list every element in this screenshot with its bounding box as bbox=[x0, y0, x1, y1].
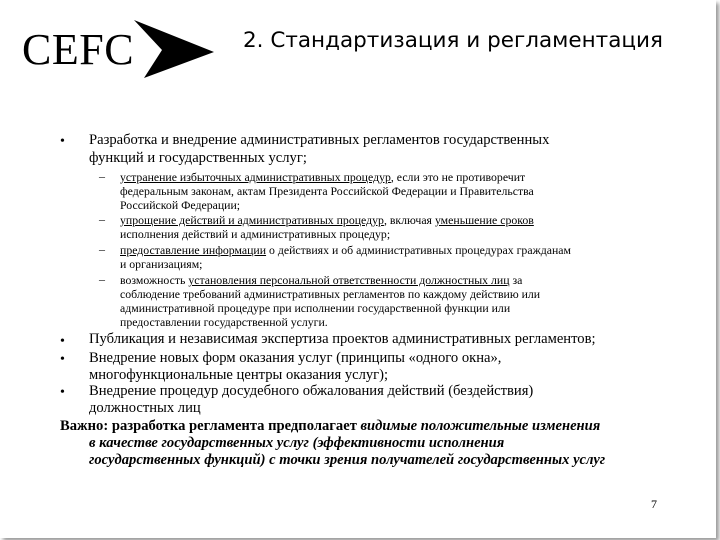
sub2-line2: исполнения действий и административных процедур; bbox=[120, 227, 391, 241]
sub4-line1 bbox=[120, 273, 522, 288]
sub1-line2: федеральным законам, актам Президента Российской Федерации и Правительства bbox=[120, 184, 534, 198]
important-label: Важно: bbox=[60, 418, 109, 434]
sub4-line1-rest: за bbox=[509, 273, 523, 287]
bullet: • bbox=[60, 385, 65, 400]
sub4-line4: предоставлении государственной услуги. bbox=[120, 315, 328, 329]
dash: – bbox=[99, 242, 105, 256]
sub3-line2: и организациям; bbox=[120, 257, 203, 271]
bullet: • bbox=[60, 134, 65, 149]
important-italic-3: государственных функций) с точки зрения получателей государственных услуг bbox=[89, 452, 606, 468]
bullet: • bbox=[60, 334, 65, 349]
sub4-line3: административной процедуре при исполнении государственной функции или bbox=[120, 301, 511, 315]
sub1-line1 bbox=[120, 170, 525, 185]
item4-line2: должностных лиц bbox=[89, 400, 201, 416]
sub4-line1-pre: возможность bbox=[120, 273, 189, 287]
sub3-line1 bbox=[120, 243, 571, 258]
sub1-line3: Российской Федерации; bbox=[120, 198, 241, 212]
item3-line1: Внедрение новых форм оказания услуг (принципы «одного окна», bbox=[89, 350, 502, 366]
item1-line2: функций и государственных услуг; bbox=[89, 150, 307, 166]
item2-line1: Публикация и независимая экспертиза проектов административных регламентов; bbox=[89, 331, 596, 347]
sub2-underlined-2: уменьшение сроков bbox=[434, 213, 534, 227]
sub4-line2: соблюдение требований административных регламентов по каждому действию или bbox=[120, 287, 541, 301]
important-line1 bbox=[60, 418, 600, 435]
dash: – bbox=[99, 272, 105, 286]
important-bold-text: разработка регламента предполагает bbox=[108, 418, 361, 434]
bullet: • bbox=[60, 352, 65, 367]
arrow-icon bbox=[132, 18, 217, 80]
page-number: 7 bbox=[651, 497, 657, 511]
sub4-underlined: установления персональной ответственности должностных лиц bbox=[188, 273, 510, 287]
cefc-logo bbox=[22, 18, 202, 88]
important-italic-2: в качестве государственных услуг (эффективности исполнения bbox=[89, 435, 505, 451]
dash: – bbox=[99, 212, 105, 226]
page-title: 2. Стандартизация и регламентация bbox=[243, 28, 663, 53]
dash: – bbox=[99, 169, 105, 183]
sub1-line1-rest: , если это не противоречит bbox=[390, 170, 526, 184]
sub2-underlined-1: упрощение действий и административных процедур bbox=[120, 213, 384, 227]
sub2-line1 bbox=[120, 213, 534, 228]
item3-line2: многофункциональные центры оказания услуг); bbox=[89, 367, 389, 383]
important-italic-1: видимые положительные изменения bbox=[360, 418, 601, 434]
logo-text: CEFC bbox=[22, 25, 135, 74]
sub3-line1-rest: о действиях и об административных процедурах гражданам bbox=[266, 243, 571, 257]
item4-line1: Внедрение процедур досудебного обжалования действий (бездействия) bbox=[89, 383, 534, 399]
sub2-line1-mid: , включая bbox=[383, 213, 435, 227]
item1-line1: Разработка и внедрение административных регламентов государственных bbox=[89, 132, 550, 148]
sub1-underlined: устранение избыточных административных процедур bbox=[120, 170, 391, 184]
sub3-underlined: предоставление информации bbox=[120, 243, 267, 257]
